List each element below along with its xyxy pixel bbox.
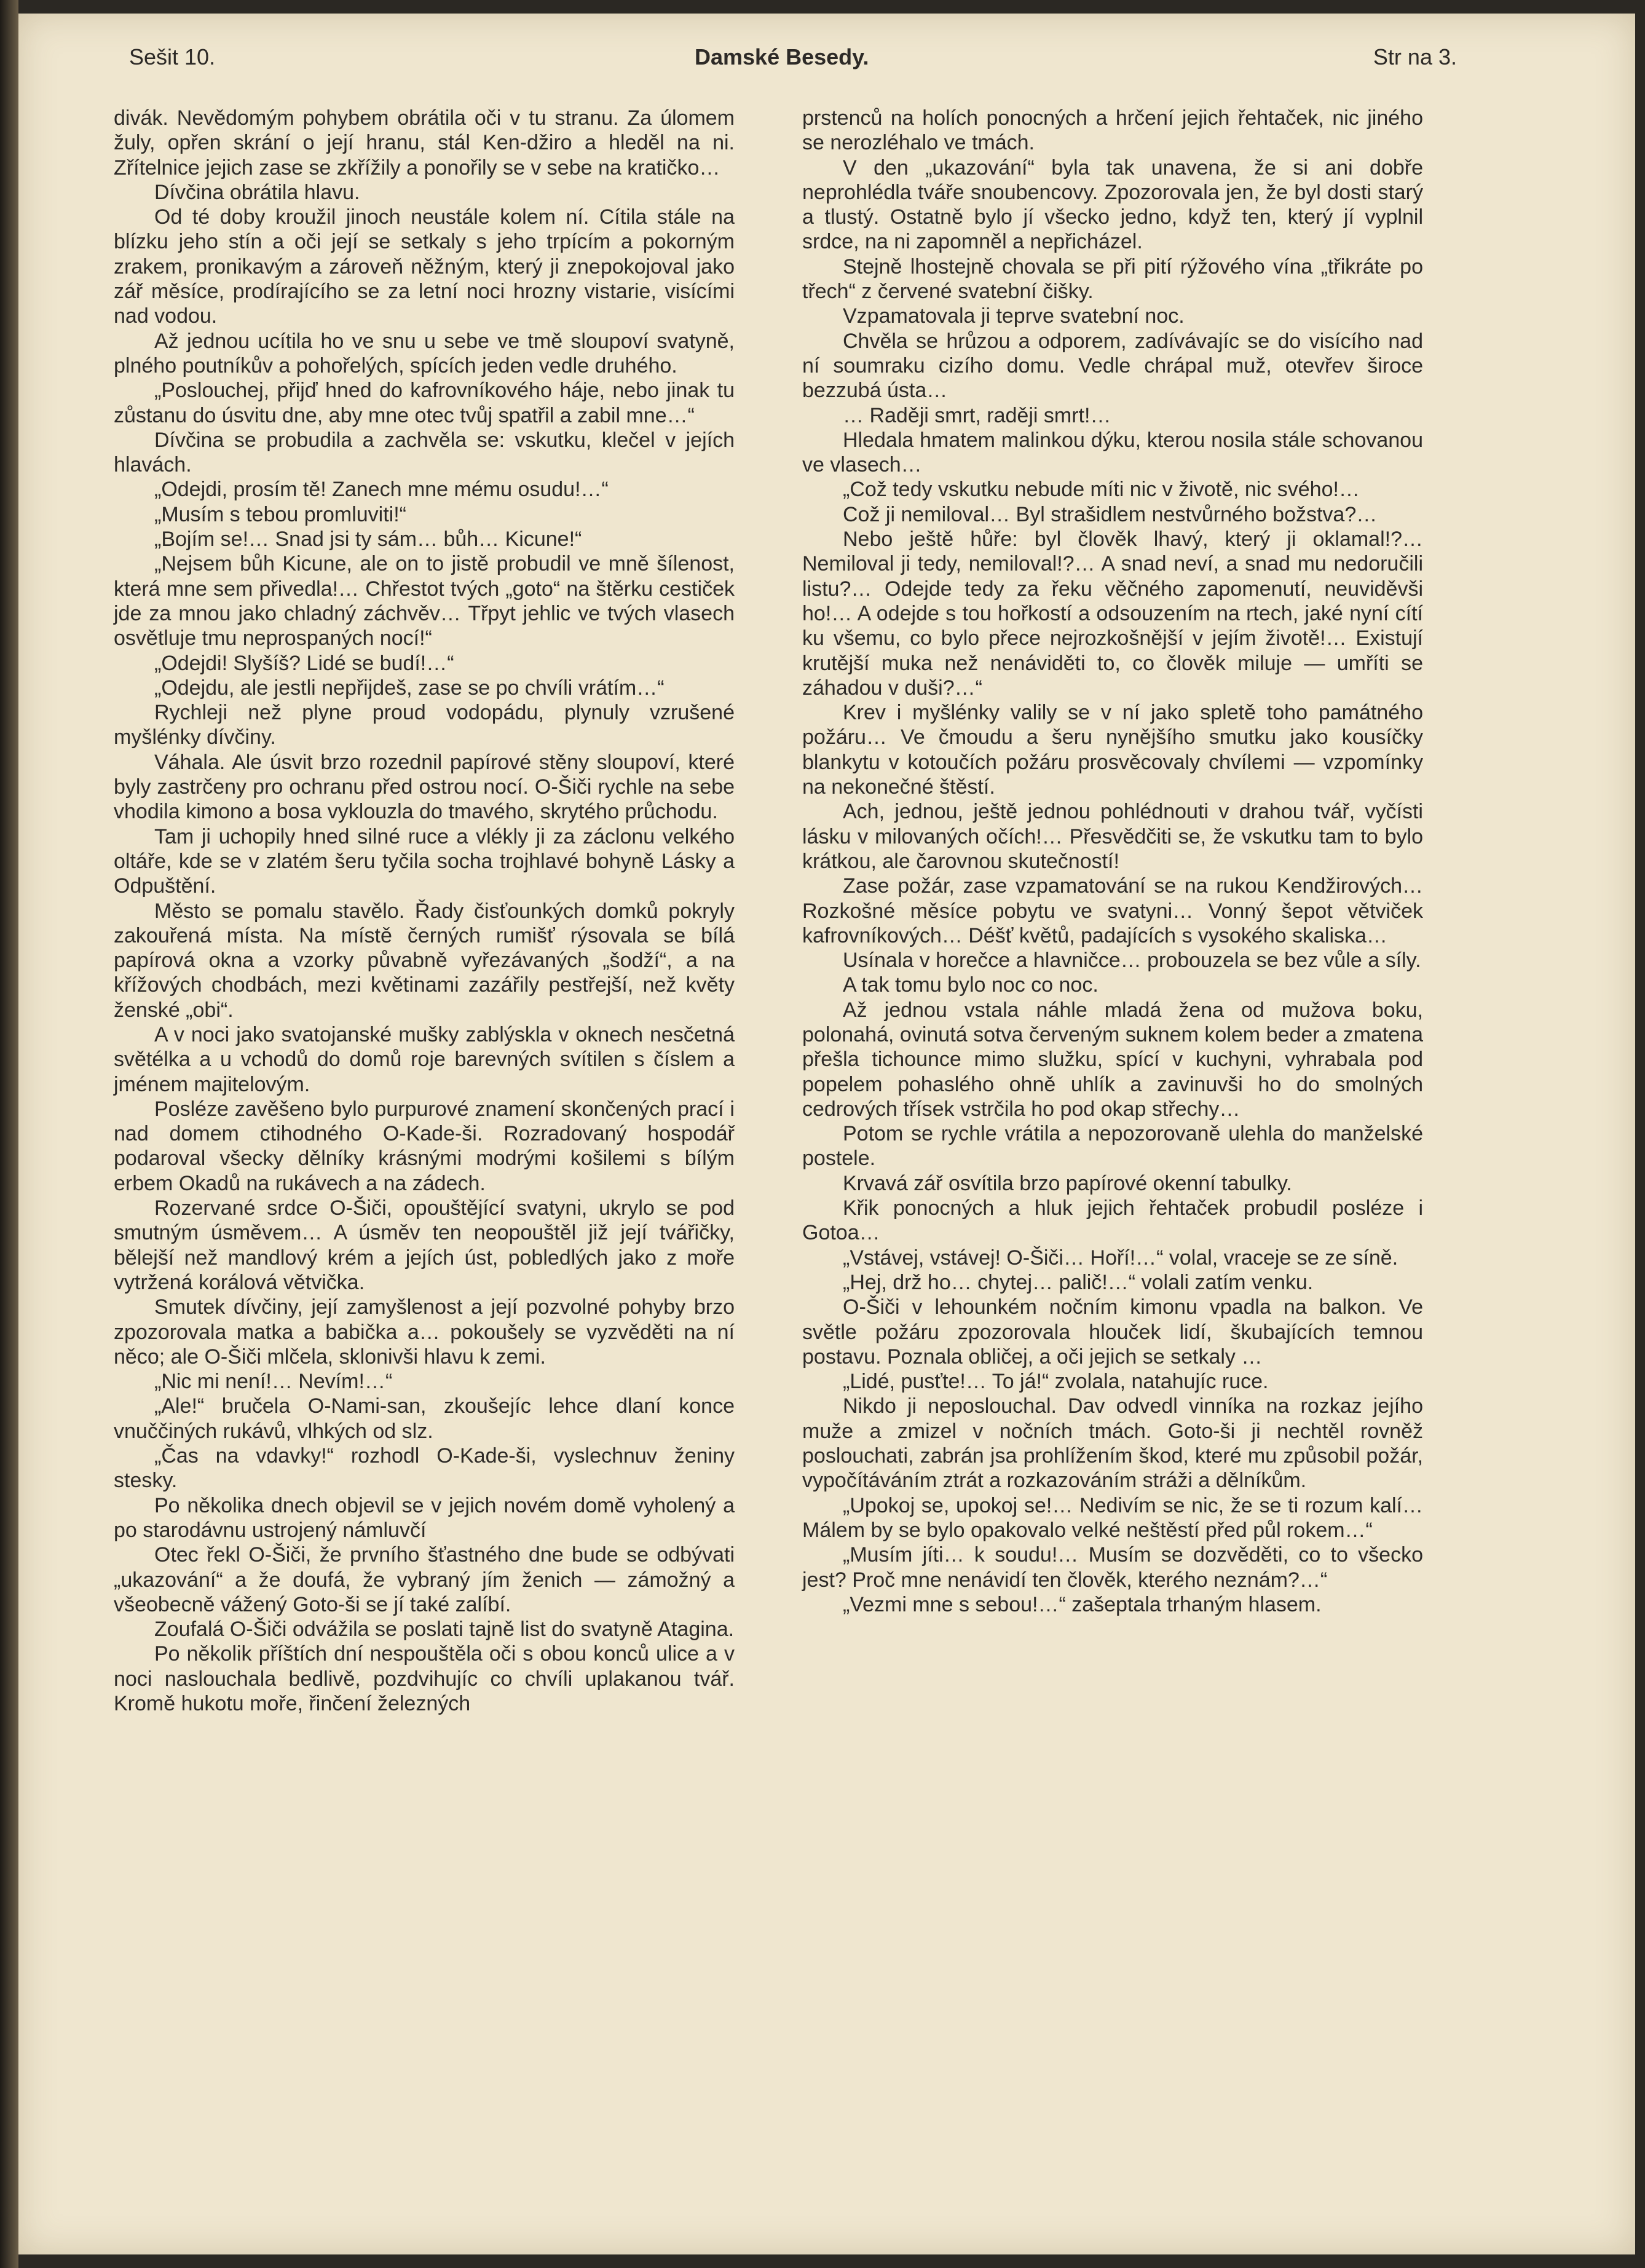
left-column bbox=[114, 106, 735, 1716]
paragraph: „Bojím se!… Snad jsi ty sám… bůh… Kicune!“ bbox=[154, 527, 582, 551]
paragraph: „Lidé, pusťte!… To já!“ zvolala, natahujíc ruce. bbox=[843, 1370, 1269, 1394]
paragraph: Což ji nemiloval… Byl strašidlem nestvůrného božstva?… bbox=[843, 502, 1378, 526]
paragraph: Rozervané srdce O-Šiči, opouštějící svatyni, ukrylo se pod smutným úsměvem… A úsměv ten neopouštěl již její tvářičky, bělejší než mandlový krém a jejích úst, pobledlých jako z moře vytržená korálová větvička. bbox=[114, 1196, 735, 1294]
paragraph: Vzpamatovala ji teprve svatební noc. bbox=[843, 304, 1185, 328]
paragraph: Smutek dívčiny, její zamyšlenost a její pozvolné pohyby brzo zpozorovala matka a babička a… pokoušely se vyzvěděti na ní něco; ale O-Šiči mlčela, sklonivši hlavu k zemi. bbox=[114, 1295, 735, 1369]
paragraph: Krvavá zář osvítila brzo papírové okenní tabulky. bbox=[843, 1171, 1292, 1195]
paragraph: „Vstávej, vstávej! O-Šiči… Hoří!…“ volal, vraceje se ze síně. bbox=[843, 1246, 1398, 1270]
paragraph: Chvěla se hrůzou a odporem, zadívávajíc se do visícího nad ní soumraku cizího domu. Vedle chrápal muž, otevřev široce bezzubá ústa… bbox=[802, 329, 1423, 403]
paragraph: „Což tedy vskutku nebude míti nic v životě, nic svého!… bbox=[843, 478, 1360, 502]
paragraph: Křik ponocných a hluk jejich řehtaček probudil posléze i Gotoa… bbox=[802, 1196, 1423, 1245]
magazine-title: Damské Besedy. bbox=[695, 44, 869, 69]
paragraph: „Ale!“ bručela O-Nami-san, zkoušejíc lehce dlaní konce vnuččiných rukávů, vlhkých od slz. bbox=[114, 1394, 735, 1443]
paragraph: Rychleji než plyne proud vodopádu, plynuly vzrušené myšlénky dívčiny. bbox=[114, 701, 735, 749]
paragraph: Posléze zavěšeno bylo purpurové znamení skončených prací i nad domem ctihodného O-Kade-ši. Rozradovaný hospodář podaroval všecky dělníky krásnými modrými košilemi s bílým erbem Okadů na rukávech a na zádech. bbox=[114, 1097, 735, 1195]
paragraph: Až jednou vstala náhle mladá žena od mužova boku, polonahá, ovinutá sotva červeným suknem kolem beder a zmatena přešla tichounce mimo služku, spící v kuchyni, vyhrabala pod popelem pohaslého ohně uhlík a zavinuvši ho do smolných cedrových třísek vstrčila ho pod okap střechy… bbox=[802, 998, 1423, 1121]
paragraph: Otec řekl O-Šiči, že prvního šťastného dne bude se odbývati „ukazování“ a že doufá, že vybraný jím ženich — zámožný a všeobecně vážený Goto-ši se jí také zalíbí. bbox=[114, 1543, 735, 1616]
paragraph: Zoufalá O-Šiči odvážila se poslati tajně list do svatyně Atagina. bbox=[154, 1618, 735, 1642]
paragraph: Potom se rychle vrátila a nepozorovaně ulehla do manželské postele. bbox=[802, 1122, 1423, 1171]
paragraph: Nebo ještě hůře: byl člověk lhavý, který ji oklamal!?… Nemiloval ji tedy, nemiloval!?… A snad neví, a snad mu nedoručili listu?… Odejde tedy za řeku věčného zapomenutí, neuviděvši ho!… A odejde s tou hořkostí a odsouzením na rtech, jaké nyní cítí ku všemu, co bylo přece nejrozkošnější v jejím životě!… Existují krutější muka než nenáviděti to, co člověk miluje — umříti se záhadou v duši?…“ bbox=[802, 527, 1423, 700]
paragraph: Dívčina obrátila hlavu. bbox=[154, 180, 360, 204]
paragraph: Nikdo ji neposlouchal. Dav odvedl vinníka na rozkaz jejího muže a zmizel v nočních tmách. Goto-ši ji nechtěl rovněž poslouchati, zabrán jsa prohlížením škod, které mu způsobil požár, vypočítáváním ztrát a rozkazováním stráži a dělníkům. bbox=[802, 1394, 1423, 1493]
paragraph: Od té doby kroužil jinoch neustále kolem ní. Cítila stále na blízku jeho stín a oči její se setkaly s jeho trpícím a pokorným zrakem, pronikavým a zároveň něžným, který ji znepokojoval jako zář měsíce, prodírajícího se za letní noci hrozny vistarie, visícími nad vodou. bbox=[114, 205, 735, 328]
running-header bbox=[129, 44, 1457, 81]
paragraph: Po několik příštích dní nespouštěla oči s obou konců ulice a v noci naslouchala bedlivě, pozdvihujíc co chvíli uplakanou tvář. Kromě hukotu moře, řinčení železných bbox=[114, 1642, 735, 1715]
issue-number: Sešit 10. bbox=[129, 44, 216, 69]
paragraph: Hledala hmatem malinkou dýku, kterou nosila stále schovanou ve vlasech… bbox=[802, 428, 1423, 477]
paragraph: „Vezmi mne s sebou!…“ zašeptala trhaným hlasem. bbox=[843, 1592, 1322, 1616]
paragraph: „Upokoj se, upokoj se!… Nedivím se nic, že se ti rozum kalí… Málem by se bylo opakovalo velké neštěstí před půl rokem…“ bbox=[802, 1493, 1423, 1542]
paragraph: divák. Nevědomým pohybem obrátila oči v tu stranu. Za úlomem žuly, opřen skrání o její hranu, stál Ken-džiro a hleděl na ni. Zřítelnice jejich zase se zkřížily a ponořily se v sebe na kratičko… bbox=[114, 106, 735, 180]
paragraph: Stejně lhostejně chovala se při pití rýžového vína „třikráte po třech“ z červené svatební čišky. bbox=[802, 255, 1423, 304]
paragraph: „Poslouchej, přijď hned do kafrovníkového háje, nebo jinak tu zůstanu do úsvitu dne, aby mne otec tvůj spatřil a zabil mne…“ bbox=[114, 379, 735, 427]
paragraph: Tam ji uchopily hned silné ruce a vlékly ji za záclonu velkého oltáře, kde se v zlatém šeru tyčila socha trojhlavé bohyně Lásky a Odpuštění. bbox=[114, 824, 735, 898]
paragraph: A tak tomu bylo noc co noc. bbox=[843, 973, 1099, 997]
paragraph: A v noci jako svatojanské mušky zablýskla v oknech nesčetná světélka a u vchodů do domů roje barevných svítilen s číslem a jménem majitelovým. bbox=[114, 1022, 735, 1096]
paragraph: „Nejsem bůh Kicune, ale on to jistě probudil ve mně šílenost, která mne sem přivedla!… Chřestot tvých „goto“ na štěrku cestiček jde za mnou jako chladný záchvěv… Třpyt jehlic ve tvých vlasech osvětluje tmu neprospaných nocí!“ bbox=[114, 552, 735, 650]
paragraph: „Čas na vdavky!“ rozhodl O-Kade-ši, vyslechnuv ženiny stesky. bbox=[114, 1444, 735, 1493]
paragraph: … Raději smrt, raději smrt!… bbox=[843, 403, 1111, 427]
paragraph: V den „ukazování“ byla tak unavena, že si ani dobře neprohlédla tváře snoubencovy. Zpozorovala jen, že byl dosti starý a tlustý. Ostatně bylo jí všecko jedno, když ten, který jí vyplnil srdce, na ni zapomněl a nepřicházel. bbox=[802, 156, 1423, 254]
paragraph: „Musím jíti… k soudu!… Musím se dozvěděti, co to všecko jest? Proč mne nenávidí ten člověk, kterého neznám?…“ bbox=[802, 1543, 1423, 1592]
book-binding-shadow bbox=[0, 0, 18, 2268]
paragraph: „Odejdi, prosím tě! Zanech mne mému osudu!…“ bbox=[154, 478, 609, 502]
paragraph: Dívčina se probudila a zachvěla se: vskutku, klečel v jejích hlavách. bbox=[114, 428, 735, 477]
paragraph: „Musím s tebou promluviti!“ bbox=[154, 502, 406, 526]
paragraph: Ach, jednou, ještě jednou pohlédnouti v drahou tvář, vyčísti lásku v milovaných očích!… Přesvědčiti se, že vskutku tam to bylo krátkou, ale čarovnou skutečností! bbox=[802, 800, 1423, 873]
paragraph: Krev i myšlénky valily se v ní jako spletě toho památného požáru… Ve čmoudu a šeru nynějšího smutku jako kousíčky blankytu v kotoučích požáru prosvěcovaly chvílemi — vzpomínky na nekonečné štěstí. bbox=[802, 701, 1423, 799]
paragraph: Po několika dnech objevil se v jejich novém domě vyholený a po starodávnu ustrojený námluvčí bbox=[114, 1493, 735, 1542]
paragraph: Město se pomalu stavělo. Řady čisťounkých domků pokryly zakouřená místa. Na místě černých rumišť rýsovala se bílá papírová okna a vzorky půvabně vyřezávaných „šodží“, a na křížových chodbách, mezi květinami zazářily pestřejší, než květy ženské „obi“. bbox=[114, 899, 735, 1022]
paragraph: Zase požár, zase vzpamatování se na rukou Kendžirových… Rozkošné měsíce pobytu ve svatyni… Vonný šepot větviček kafrovníkových… Déšť květů, padajících s vysokého skaliska… bbox=[802, 874, 1423, 947]
paragraph: O-Šiči v lehounkém nočním kimonu vpadla na balkon. Ve světle požáru zpozorovala hlouček lidí, škubajících temnou postavu. Poznala obličej, a oči jejich se setkaly … bbox=[802, 1295, 1423, 1369]
right-column bbox=[802, 106, 1423, 1617]
paragraph: prstenců na holích ponocných a hrčení jejich řehtaček, nic jiného se nerozléhalo ve tmách. bbox=[802, 106, 1423, 155]
paragraph: „Hej, drž ho… chytej… palič!…“ volali zatím venku. bbox=[843, 1270, 1314, 1294]
paragraph: „Nic mi není!… Nevím!…“ bbox=[154, 1370, 393, 1394]
paragraph: „Odejdu, ale jestli nepřijdeš, zase se po chvíli vrátím…“ bbox=[154, 676, 665, 700]
paragraph: Usínala v horečce a hlavničce… probouzela se bez vůle a síly. bbox=[843, 949, 1421, 973]
paragraph: „Odejdi! Slyšíš? Lidé se budí!…“ bbox=[154, 651, 454, 675]
page-number: Str na 3. bbox=[1373, 44, 1457, 69]
paragraph: Váhala. Ale úsvit brzo rozednil papírové stěny sloupoví, které byly zastrčeny pro ochranu před ostrou nocí. O-Šiči rychle na sebe vhodila kimono a bosa vyklouzla do tmavého, skrytého průchodu. bbox=[114, 750, 735, 824]
paragraph: Až jednou ucítila ho ve snu u sebe ve tmě sloupoví svatyně, plného poutníkův a pohořelých, spících jeden vedle druhého. bbox=[114, 329, 735, 377]
